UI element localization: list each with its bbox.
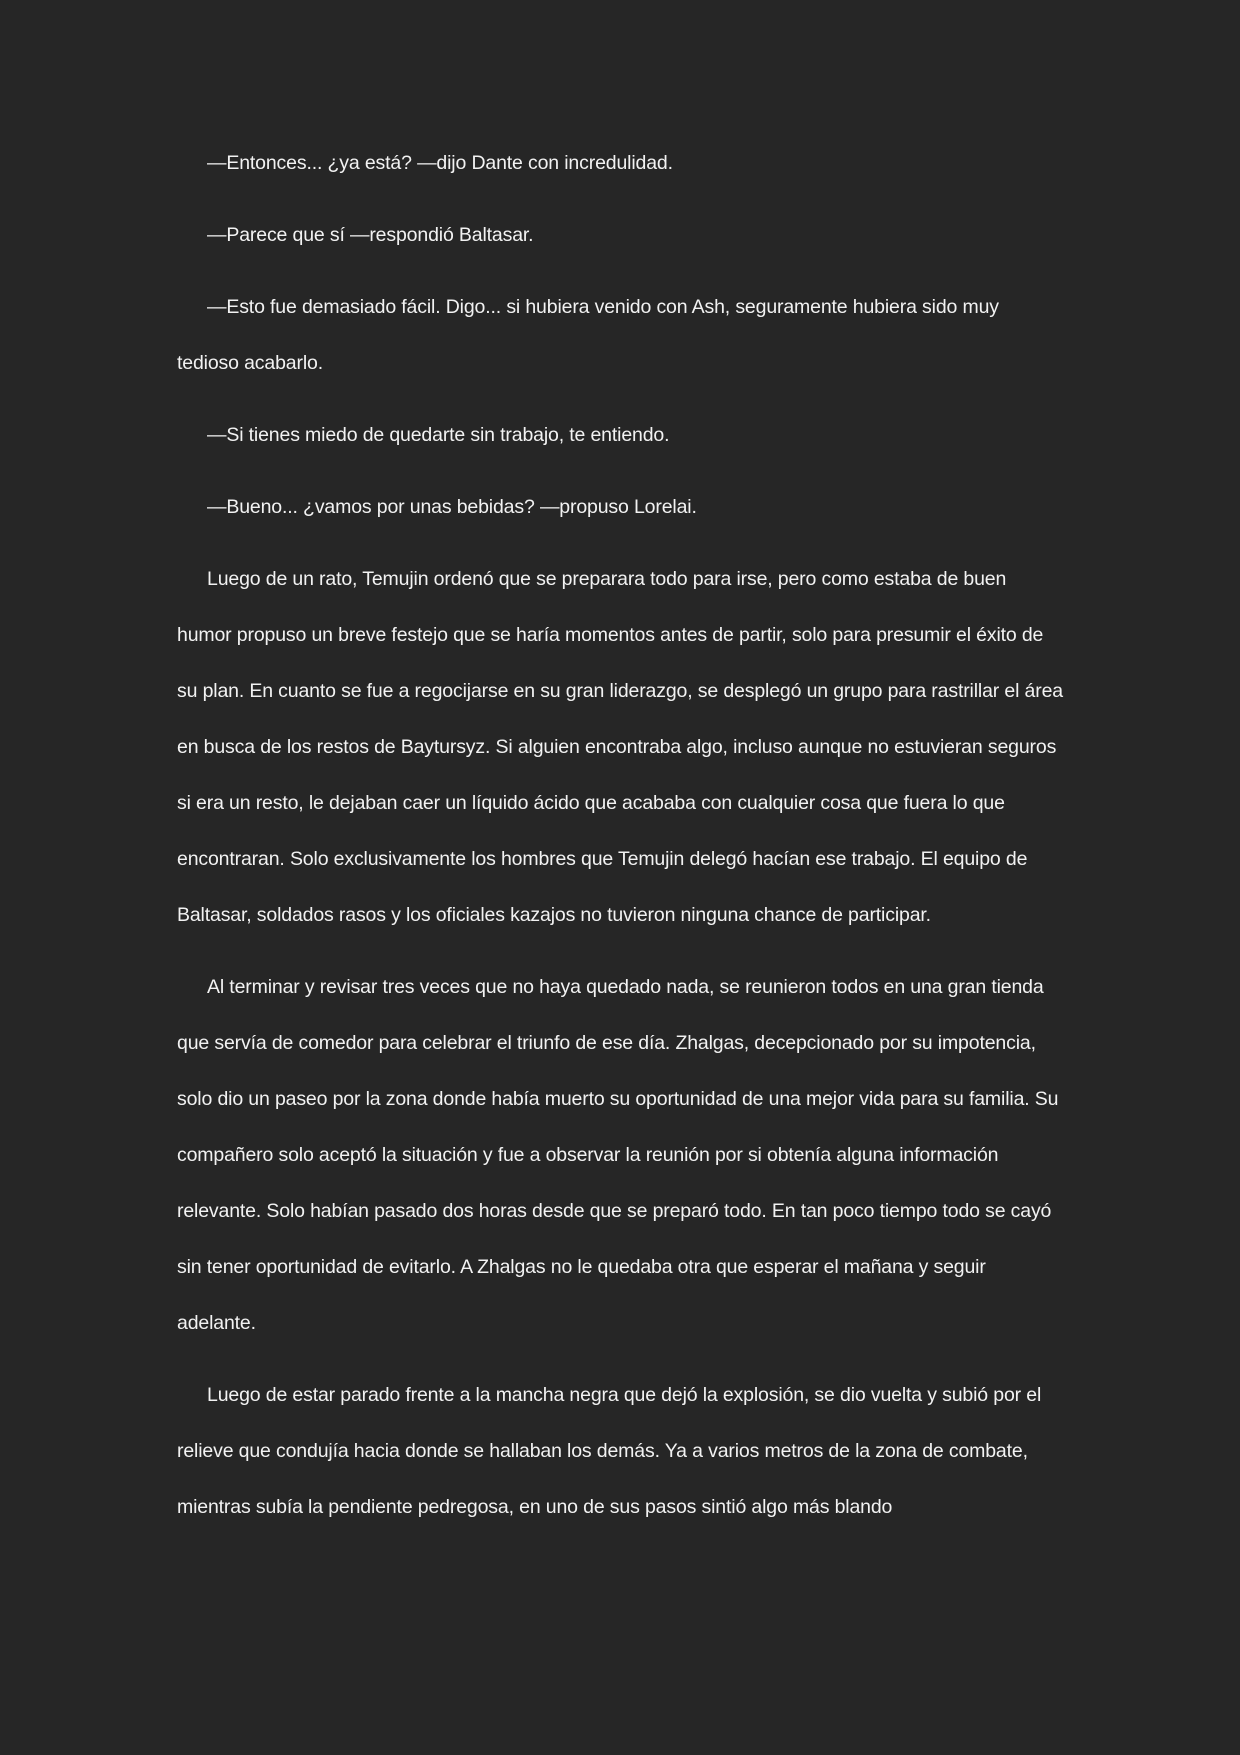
paragraph-narration-zhalgas: Al terminar y revisar tres veces que no haya quedado nada, se reunieron todos en una gran tienda que servía de comedor para celebrar el triunfo de ese día. Zhalgas, decepcionado por su impotencia, solo dio un paseo por la zona donde había muerto su oportunidad de una mejor vida para su familia. Su compañero solo aceptó la situación y fue a observar la reunión por si obtenía alguna información relevante. Solo habían pasado dos horas desde que se preparó todo. En tan poco tiempo todo se cayó sin tener oportunidad de evitarlo. A Zhalgas no le quedaba otra que esperar el mañana y seguir adelante. bbox=[177, 976, 1059, 1334]
paragraph-dialogue-trabajo: —Si tienes miedo de quedarte sin trabajo, te entiendo. bbox=[207, 424, 670, 446]
paragraph-dialogue-baltasar: —Parece que sí —respondió Baltasar. bbox=[207, 224, 534, 246]
paragraph-dialogue-ash: —Esto fue demasiado fácil. Digo... si hubiera venido con Ash, seguramente hubiera sido muy tedioso acabarlo. bbox=[177, 296, 999, 374]
paragraph-narration-explosion: Luego de estar parado frente a la mancha negra que dejó la explosión, se dio vuelta y subió por el relieve que condujía hacia donde se hallaban los demás. Ya a varios metros de la zona de combate, mientras subía la pendiente pedregosa, en uno de sus pasos sintió algo más blando bbox=[177, 1384, 1042, 1518]
paragraph-narration-temujin: Luego de un rato, Temujin ordenó que se preparara todo para irse, pero como estaba de buen humor propuso un breve festejo que se haría momentos antes de partir, solo para presumir el éxito de su plan. En cuanto se fue a regocijarse en su gran liderazgo, se desplegó un grupo para rastrillar el área en busca de los restos de Baytursyz. Si alguien encontraba algo, incluso aunque no estuvieran seguros si era un resto, le dejaban caer un líquido ácido que acababa con cualquier cosa que fuera lo que encontraran. Solo exclusivamente los hombres que Temujin delegó hacían ese trabajo. El equipo de Baltasar, soldados rasos y los oficiales kazajos no tuvieron ninguna chance de participar. bbox=[177, 568, 1063, 926]
document-page bbox=[177, 135, 1063, 1551]
paragraph-dialogue-lorelai: —Bueno... ¿vamos por unas bebidas? —propuso Lorelai. bbox=[207, 496, 697, 518]
paragraph-dialogue-dante: —Entonces... ¿ya está? —dijo Dante con incredulidad. bbox=[207, 152, 673, 174]
